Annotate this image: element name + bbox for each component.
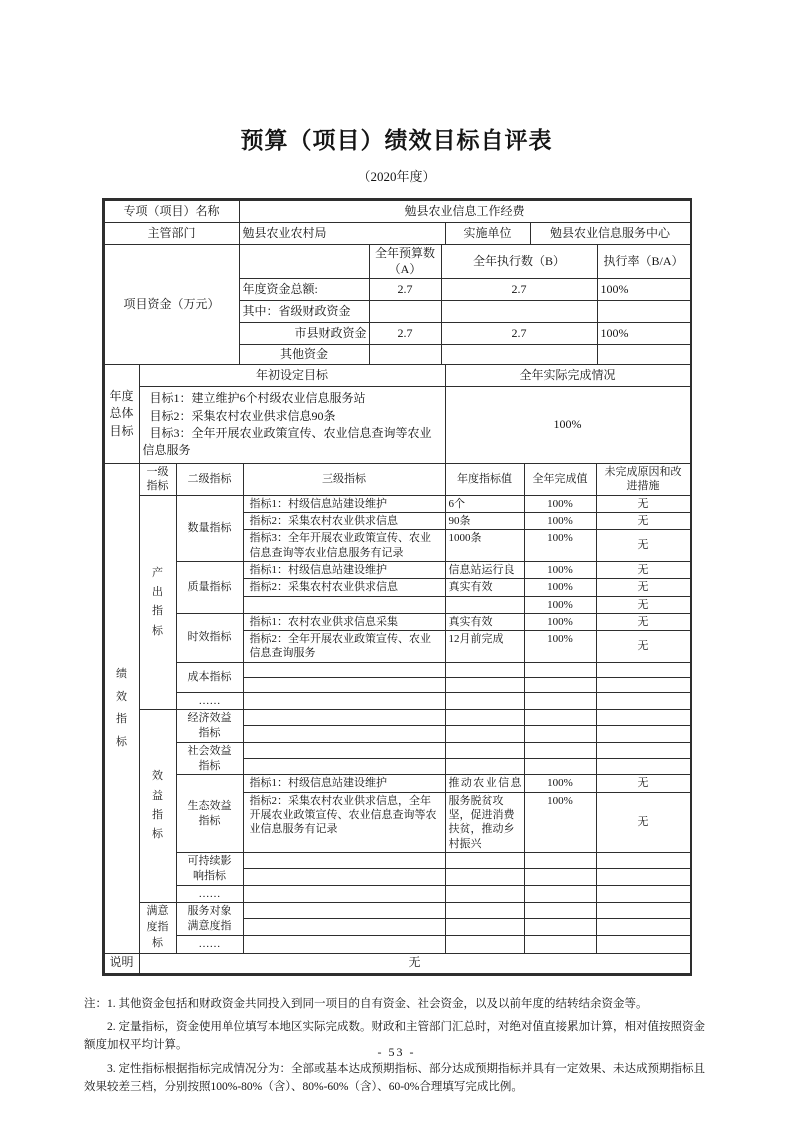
empty-cell [524,677,596,692]
cell-value: 推动农业信息 [445,775,524,792]
cell-done: 100% [524,775,596,792]
header-l2: 二级指标 [176,463,243,495]
impl-value: 勉县农业信息服务中心 [530,223,690,245]
budget-value [369,345,441,365]
table-row [104,365,690,387]
table-row [104,936,690,954]
table-row [104,710,690,726]
remark-table [104,953,691,974]
empty-cell [243,885,445,902]
l1-benefit: 效益指标 [139,710,176,903]
rate-value [597,301,690,323]
cell-done: 100% [524,513,596,530]
exec-value: 2.7 [441,279,597,301]
empty-cell [596,677,690,692]
col-rate-header: 执行率（B/A） [597,245,690,279]
empty-cell [243,919,445,936]
cell-reason: 无 [596,530,690,562]
empty-cell [445,677,524,692]
cell-reason: 无 [596,596,690,613]
table-row [104,692,690,709]
empty-cell [445,869,524,885]
empty-cell [239,245,369,279]
cell-l3: 指标1：村级信息站建设维护 [243,495,445,512]
l2-ellipsis: …… [176,936,243,954]
project-name-label: 专项（项目）名称 [104,201,239,223]
cell-l3: 指标1：农村农业供求信息采集 [243,613,445,630]
cell-value: 真实有效 [445,579,524,596]
empty-cell [243,759,445,775]
cell-done: 100% [524,530,596,562]
table-row [104,852,690,868]
rate-value: 100% [597,323,690,345]
footnote: 注：1. 其他资金包括和财政资金共同投入到同一项目的自有资金、社会资金，以及以前年度的结转结余资金等。 [84,997,648,1010]
header-l1: 一级指标 [139,463,176,495]
table-row [104,775,690,792]
cell-l3: 指标3：全年开展农业政策宣传、农业信息查询等农业信息服务有记录 [243,530,445,562]
cell-reason: 无 [596,631,690,663]
l2-timeliness: 时效指标 [176,613,243,662]
empty-cell [243,869,445,885]
cell-reason: 无 [596,775,690,792]
cell-reason: 无 [596,792,690,852]
table-row [104,613,690,630]
indicator-table [104,463,691,954]
table-row [104,245,690,279]
empty-cell [524,852,596,868]
perf-side-label: 绩效指标 [104,463,139,953]
cell-l3: 指标2：采集农村农业供求信息 [243,579,445,596]
empty-cell [243,662,445,677]
table-row [104,662,690,677]
empty-cell [524,742,596,758]
cell-done: 100% [524,613,596,630]
impl-label: 实施单位 [445,223,530,245]
cell-l3: 指标2：全年开展农业政策宣传、农业信息查询服务 [243,631,445,663]
empty-cell [243,692,445,709]
funding-row-label: 其他资金 [239,345,369,365]
empty-cell [524,662,596,677]
empty-cell [243,677,445,692]
goal-item: 目标3：全年开展农业政策宣传、农业信息查询等农业信息服务 [142,425,432,458]
footnote: 3. 定性指标根据指标完成情况分为：全部或基本达成预期指标、部分达成预期指标并具有一定效果、未达成预期指标且效果较差三档，分别按照100%-80%（含）、80%-60%（含）、60-0%合理填写完成比例。 [84,1063,705,1093]
empty-cell [445,692,524,709]
cell-done: 100% [524,631,596,663]
l2-economic: 经济效益指标 [176,710,243,743]
l2-ellipsis: …… [176,692,243,709]
empty-cell [596,869,690,885]
empty-cell [243,710,445,726]
annual-goal-table [104,364,691,464]
empty-cell [524,936,596,954]
empty-cell [243,852,445,868]
col-budget-header: 全年预算数（A） [369,245,441,279]
empty-cell [524,885,596,902]
cell-value: 真实有效 [445,613,524,630]
empty-cell [243,936,445,954]
table-row [104,495,690,512]
l2-sustainable: 可持续影响指标 [176,852,243,885]
project-info-table [104,200,691,245]
l2-quantity: 数量指标 [176,495,243,561]
funding-row-label: 年度资金总额: [239,279,369,301]
l2-social: 社会效益指标 [176,742,243,775]
table-row [104,223,690,245]
cell-value [445,596,524,613]
empty-cell [596,919,690,936]
cell-l3 [243,596,445,613]
cell-reason: 无 [596,613,690,630]
empty-cell [596,852,690,868]
goal-item: 目标2：采集农村农业供求信息90条 [149,408,336,423]
cell-done: 100% [524,792,596,852]
cell-l3: 指标2：采集农村农业供求信息，全年开展农业政策宣传、农业信息查询等农业信息服务有记录 [243,792,445,852]
goal-item: 目标1：建立维护6个村级农业信息服务站 [149,391,366,406]
empty-cell [524,759,596,775]
empty-cell [445,710,524,726]
cell-reason: 无 [596,579,690,596]
table-row [104,561,690,578]
empty-cell [524,919,596,936]
exec-value [441,345,597,365]
empty-cell [445,936,524,954]
project-name-value: 勉县农业信息工作经费 [239,201,690,223]
l1-output: 产出指标 [139,495,176,709]
header-value: 年度指标值 [445,463,524,495]
budget-value [369,301,441,323]
empty-cell [445,885,524,902]
cell-value: 1000条 [445,530,524,562]
rate-value: 100% [597,279,690,301]
empty-cell [596,742,690,758]
self-evaluation-table [102,198,692,976]
empty-cell [524,902,596,919]
table-row [104,885,690,902]
empty-cell [596,692,690,709]
cell-l3: 指标1：村级信息站建设维护 [243,561,445,578]
page-title: 预算（项目）绩效目标自评表 [240,128,553,153]
funding-table [104,244,691,365]
empty-cell [596,662,690,677]
empty-cell [445,742,524,758]
cell-l3: 指标2：采集农村农业供求信息 [243,513,445,530]
budget-value: 2.7 [369,323,441,345]
budget-value: 2.7 [369,279,441,301]
empty-cell [596,885,690,902]
empty-cell [596,710,690,726]
empty-cell [445,726,524,742]
empty-cell [524,710,596,726]
empty-cell [524,726,596,742]
empty-cell [243,902,445,919]
empty-cell [445,919,524,936]
funding-label: 项目资金（万元） [104,245,239,365]
empty-cell [243,726,445,742]
empty-cell [445,759,524,775]
remark-label: 说明 [104,953,139,973]
cell-reason: 无 [596,513,690,530]
header-done: 全年完成值 [524,463,596,495]
goal-list [139,387,445,464]
cell-done: 100% [524,561,596,578]
page-number: - 53 - [377,1045,416,1059]
l2-service-satisfaction: 服务对象满意度指 [176,902,243,935]
table-row [104,902,690,919]
cell-value: 6个 [445,495,524,512]
l1-satisfaction: 满意度指标 [139,902,176,953]
l2-cost: 成本指标 [176,662,243,692]
page-subtitle: （2020年度） [357,169,436,184]
empty-cell [445,662,524,677]
goal-set-header: 年初设定目标 [139,365,445,387]
table-row [104,201,690,223]
remark-value: 无 [139,953,690,973]
annual-goal-label: 年度总体目标 [104,365,139,464]
funding-row-label: 市县财政资金 [239,323,369,345]
empty-cell [596,936,690,954]
goal-done-header: 全年实际完成情况 [445,365,690,387]
header-l3: 三级指标 [243,463,445,495]
table-row [104,387,690,464]
rate-value [597,345,690,365]
empty-cell [596,726,690,742]
cell-done: 100% [524,596,596,613]
empty-cell [524,692,596,709]
empty-cell [243,742,445,758]
l2-quality: 质量指标 [176,561,243,613]
exec-value: 2.7 [441,323,597,345]
header-reason: 未完成原因和改进措施 [596,463,690,495]
empty-cell [596,902,690,919]
cell-l3: 指标1：村级信息站建设维护 [243,775,445,792]
goal-done-value: 100% [445,387,690,464]
cell-value: 90条 [445,513,524,530]
l2-ellipsis: …… [176,885,243,902]
cell-reason: 无 [596,561,690,578]
funding-row-label: 其中：省级财政资金 [239,301,369,323]
empty-cell [445,902,524,919]
cell-done: 100% [524,495,596,512]
cell-value: 信息站运行良 [445,561,524,578]
dept-label: 主管部门 [104,223,239,245]
l2-ecological: 生态效益指标 [176,775,243,852]
cell-value: 服务脱贫攻 坚，促进消费扶贫，推动乡村振兴 [445,792,524,852]
cell-done: 100% [524,579,596,596]
exec-value [441,301,597,323]
dept-value: 勉县农业农村局 [239,223,445,245]
empty-cell [524,869,596,885]
footnote: 2. 定量指标，资金使用单位填写本地区实际完成数。财政和主管部门汇总时，对绝对值直接累加计算，相对值按照资金额度加权平均计算。 [84,1021,705,1052]
table-row [104,953,690,973]
cell-value: 12月前完成 [445,631,524,663]
col-exec-header: 全年执行数（B） [441,245,597,279]
table-row [104,463,690,495]
table-row [104,742,690,758]
empty-cell [596,759,690,775]
empty-cell [445,852,524,868]
cell-reason: 无 [596,495,690,512]
